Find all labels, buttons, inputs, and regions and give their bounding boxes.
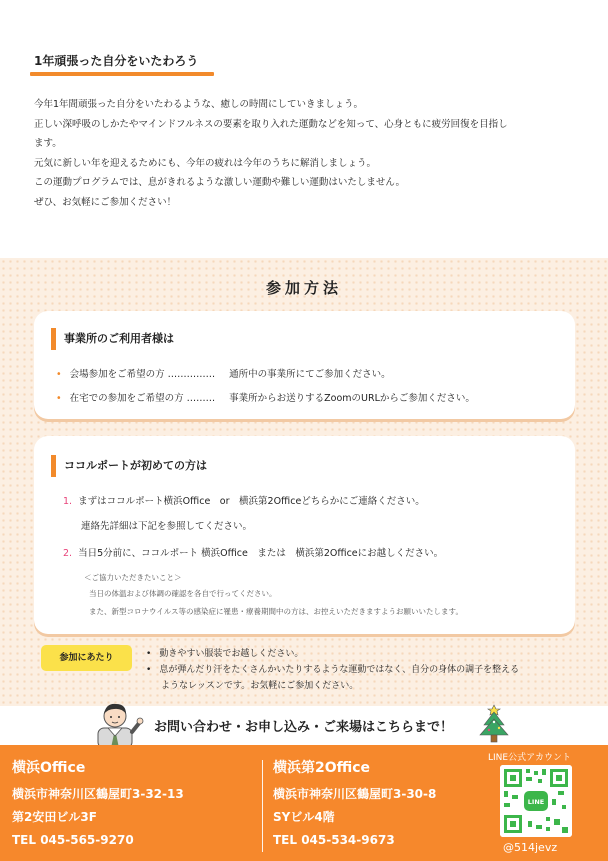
notice-item-continued: ようなレッスンです。お気軽にご参加ください。 bbox=[161, 681, 359, 691]
bullet-label: 在宅での参加をご希望の方 ……… bbox=[69, 393, 216, 404]
notice-badge: 参加にあたり bbox=[41, 645, 132, 671]
bullet-dot-icon: • bbox=[146, 649, 152, 659]
note-line: 当日の体温および体調の確認を各自で行ってください。 bbox=[89, 589, 277, 598]
staff-illustration-icon bbox=[86, 698, 144, 748]
bullet-dot-icon: • bbox=[56, 369, 62, 380]
line-qr-code-icon[interactable] bbox=[500, 765, 572, 837]
intro-heading-underline bbox=[30, 72, 214, 76]
card-existing-users bbox=[34, 311, 575, 419]
intro-heading: 1年頑張った自分をいたわろう bbox=[34, 54, 199, 68]
intro-body bbox=[34, 95, 574, 212]
step-1 bbox=[63, 493, 425, 507]
step-2 bbox=[63, 545, 443, 559]
intro-paragraph: ます。 bbox=[34, 138, 62, 149]
line-id: @514jevz bbox=[503, 841, 558, 854]
notice-item bbox=[146, 662, 519, 678]
intro-paragraph: ぜひ、お気軽にご参加ください！ bbox=[34, 196, 177, 208]
notice-item bbox=[146, 646, 519, 662]
office-address: 横浜市神奈川区鶴屋町3-32-13 bbox=[12, 787, 184, 801]
card-title: 事業所のご利用者様は bbox=[51, 328, 174, 350]
office-building: SYビル4階 bbox=[273, 810, 335, 824]
note-title: ＜ご協力いただきたいこと＞ bbox=[84, 573, 182, 582]
footer-contact bbox=[0, 745, 608, 861]
method-title: 参加方法 bbox=[265, 279, 342, 297]
step-number: 1. bbox=[63, 496, 73, 507]
note-line: また、新型コロナウイルス等の感染症に罹患・療養期間中の方は、お控えいただきますようお願いいたします。 bbox=[89, 607, 463, 616]
card-title: ココルポートが初めての方は bbox=[51, 455, 207, 477]
bullet-label: 会場参加をご希望の方 …………… bbox=[69, 369, 216, 380]
intro-paragraph: 元気に新しい年を迎えるためにも、今年の疲れは今年のうちに解消しましょう。 bbox=[34, 157, 377, 169]
office-address: 横浜市神奈川区鶴屋町3-30-8 bbox=[273, 787, 437, 801]
step-text: 当日5分前に、ココルポート 横浜Office または 横浜第2Officeにお越しください。 bbox=[78, 548, 444, 559]
bullet-home-participation bbox=[56, 390, 475, 404]
step-1-detail: 連絡先詳細は下記を参照してください。 bbox=[81, 521, 253, 532]
intro-paragraph: 正しい深呼吸のしかたやマインドフルネスの要素を取り入れた運動などを知って、心身ともに疲労回復を目指し bbox=[34, 118, 508, 130]
intro-paragraph: 今年1年間頑張った自分をいたわるような、癒しの時間にしていきましょう。 bbox=[34, 99, 364, 110]
intro-paragraph: この運動プログラムでは、息がきれるような激しい運動や難しい運動はいたしません。 bbox=[34, 177, 405, 188]
office-yokohama bbox=[12, 757, 184, 852]
bullet-desc: 事業所からお送りするZoomのURLからご参加ください。 bbox=[229, 393, 475, 404]
office-yokohama-2 bbox=[273, 757, 436, 852]
qr-line-logo: LINE bbox=[527, 798, 545, 806]
bullet-venue-participation bbox=[56, 366, 391, 380]
office-name: 横浜Office bbox=[12, 760, 86, 776]
bullet-desc: 通所中の事業所にてご参加ください。 bbox=[229, 369, 391, 380]
step-number: 2. bbox=[63, 548, 73, 559]
office-tel[interactable]: TEL 045-565-9270 bbox=[12, 833, 134, 847]
notice-text: 息が弾んだり汗をたくさんかいたりするような運動ではなく、自分の身体の調子を整える bbox=[159, 665, 520, 675]
footer-divider bbox=[262, 760, 263, 852]
bullet-dot-icon: • bbox=[56, 393, 62, 404]
notice-text: 動きやすい服装でお越しください。 bbox=[159, 649, 304, 659]
intro-section bbox=[0, 0, 608, 258]
card-new-visitors bbox=[34, 436, 575, 634]
bullet-dot-icon: • bbox=[146, 665, 152, 675]
office-tel[interactable]: TEL 045-534-9673 bbox=[273, 833, 395, 847]
contact-heading: お問い合わせ・お申し込み・ご来場はこちらまで！ bbox=[154, 720, 454, 735]
office-building: 第2安田ビル3F bbox=[12, 810, 97, 824]
notice-list bbox=[146, 646, 519, 694]
christmas-tree-icon bbox=[474, 701, 514, 745]
office-name: 横浜第2Office bbox=[273, 760, 371, 776]
line-account-label: LINE公式アカウント bbox=[488, 753, 571, 763]
step-text: まずはココルポート横浜Office or 横浜第2Officeどちらかにご連絡ください。 bbox=[78, 496, 425, 507]
